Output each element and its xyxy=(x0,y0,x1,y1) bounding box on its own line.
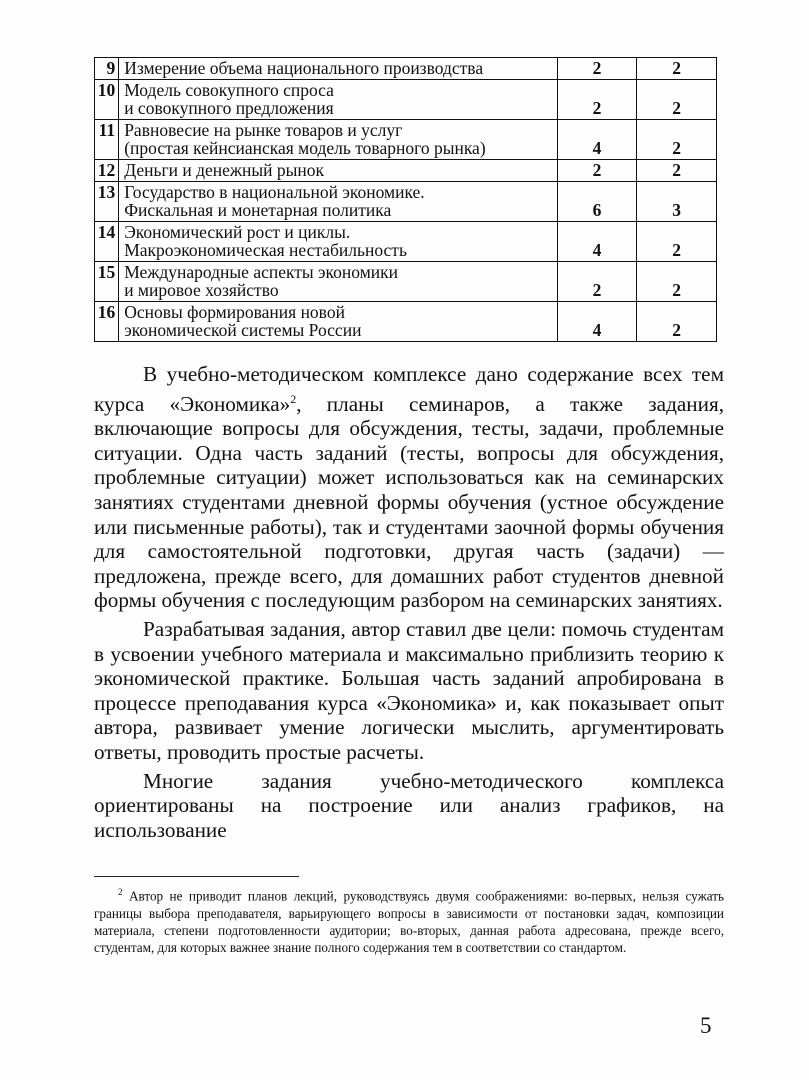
footnote-divider xyxy=(94,876,299,877)
topic-title xyxy=(119,222,558,262)
topic-number: 13 xyxy=(95,182,119,222)
footnote-mark: 2 xyxy=(118,887,123,897)
topic-number: 12 xyxy=(95,160,119,182)
topic-title-line: Деньги и денежный рынок xyxy=(124,160,324,180)
hours-lectures: 2 xyxy=(557,58,637,80)
footnote-text: Автор не приводит планов лекций, руководствуясь двумя соображениями: во-первых, нельзя сужать границы выбора преподавателя, варьирующего вопросы в зависимости от постановки задач, композиции материала, степени подготовленности аудитории; во-вторых, данная работа адресована, прежде всего, студентам, для которых важнее знание полного содержания тем в соответствии со стандартом. xyxy=(94,888,725,955)
hours-seminars: 2 xyxy=(637,80,717,120)
topic-number: 9 xyxy=(95,58,119,80)
hours-lectures: 6 xyxy=(557,182,637,222)
page-number: 5 xyxy=(700,1013,712,1038)
topic-number: 10 xyxy=(95,80,119,120)
table-row xyxy=(95,160,717,182)
topic-title-line: Модель совокупного спроса xyxy=(124,80,334,100)
hours-lectures: 4 xyxy=(557,302,637,342)
hours-lectures: 2 xyxy=(557,160,637,182)
topic-title-line: Международные аспекты экономики xyxy=(124,262,399,282)
topic-number: 11 xyxy=(95,120,119,160)
paragraph-3: Многие задания учебно-методического комплекса ориентированы на построение или анализ графиков, на использование xyxy=(94,768,724,842)
topic-title-line: Макроэкономическая нестабильность xyxy=(124,240,407,260)
hours-lectures: 4 xyxy=(557,222,637,262)
paragraph-1: В учебно-методическом комплексе дано содержание всех тем курса «Экономика»$^2$, планы семинаров, а также задания, включающие вопросы для обсуждения, тесты, задачи, проблемные ситуации. Одна часть заданий (тесты, вопросы для обсуждения, проблемные ситуации) может использоваться как на семинарских занятиях студентами дневной формы обучения (устное обсуждение или письменные работы), так и студентами заочной формы обучения для самостоятельной подготовки, другая часть (задачи) — предложена, прежде всего, для домашних работ студентов дневной формы обучения с последующим разбором на семинарских занятиях. xyxy=(94,362,724,613)
topic-title-line: Равновесие на рынке товаров и услуг xyxy=(124,120,403,140)
hours-seminars: 2 xyxy=(637,222,717,262)
table-row xyxy=(95,222,717,262)
main-text xyxy=(94,362,724,842)
topic-title xyxy=(119,120,558,160)
topic-title xyxy=(119,302,558,342)
table-row xyxy=(95,58,717,80)
topic-title-line: Основы формирования новой xyxy=(124,302,345,322)
table-row xyxy=(95,182,717,222)
table-row xyxy=(95,120,717,160)
topic-title-line: (простая кейнсианская модель товарного рынка) xyxy=(124,138,486,158)
table-row xyxy=(95,80,717,120)
paragraph-2: Разрабатывая задания, автор ставил две цели: помочь студентам в усвоении учебного материала и максимально приблизить теорию к экономической практике. Большая часть заданий апробирована в процессе преподавания курса «Экономика» и, как показывает опыт автора, развивает умение логически мыслить, аргументировать ответы, проводить простые расчеты. xyxy=(94,617,724,764)
topic-title xyxy=(119,182,558,222)
topic-title xyxy=(119,58,558,80)
topic-title xyxy=(119,80,558,120)
topic-title-line: Экономический рост и циклы. xyxy=(124,222,351,242)
topics-table xyxy=(94,57,717,342)
footnote-ref[interactable]: 2 xyxy=(290,391,297,406)
topic-title-line: Измерение объема национального производства xyxy=(124,58,484,78)
hours-lectures: 4 xyxy=(557,120,637,160)
topic-number: 15 xyxy=(95,262,119,302)
topic-title-line: Государство в национальной экономике. xyxy=(124,182,425,202)
topic-title-line: и совокупного предложения xyxy=(124,98,334,118)
hours-lectures: 2 xyxy=(557,262,637,302)
table-row xyxy=(95,262,717,302)
hours-seminars: 2 xyxy=(637,302,717,342)
hours-seminars: 2 xyxy=(637,262,717,302)
topic-number: 16 xyxy=(95,302,119,342)
hours-seminars: 2 xyxy=(637,120,717,160)
topic-title-line: и мировое хозяйство xyxy=(124,280,279,300)
hours-seminars: 2 xyxy=(637,160,717,182)
table-row xyxy=(95,302,717,342)
topic-title-line: экономической системы России xyxy=(124,320,362,340)
topic-title xyxy=(119,160,558,182)
hours-lectures: 2 xyxy=(557,80,637,120)
footnote xyxy=(94,884,724,956)
hours-seminars: 2 xyxy=(637,58,717,80)
topic-number: 14 xyxy=(95,222,119,262)
topic-title-line: Фискальная и монетарная политика xyxy=(124,200,392,220)
topic-title xyxy=(119,262,558,302)
hours-seminars: 3 xyxy=(637,182,717,222)
